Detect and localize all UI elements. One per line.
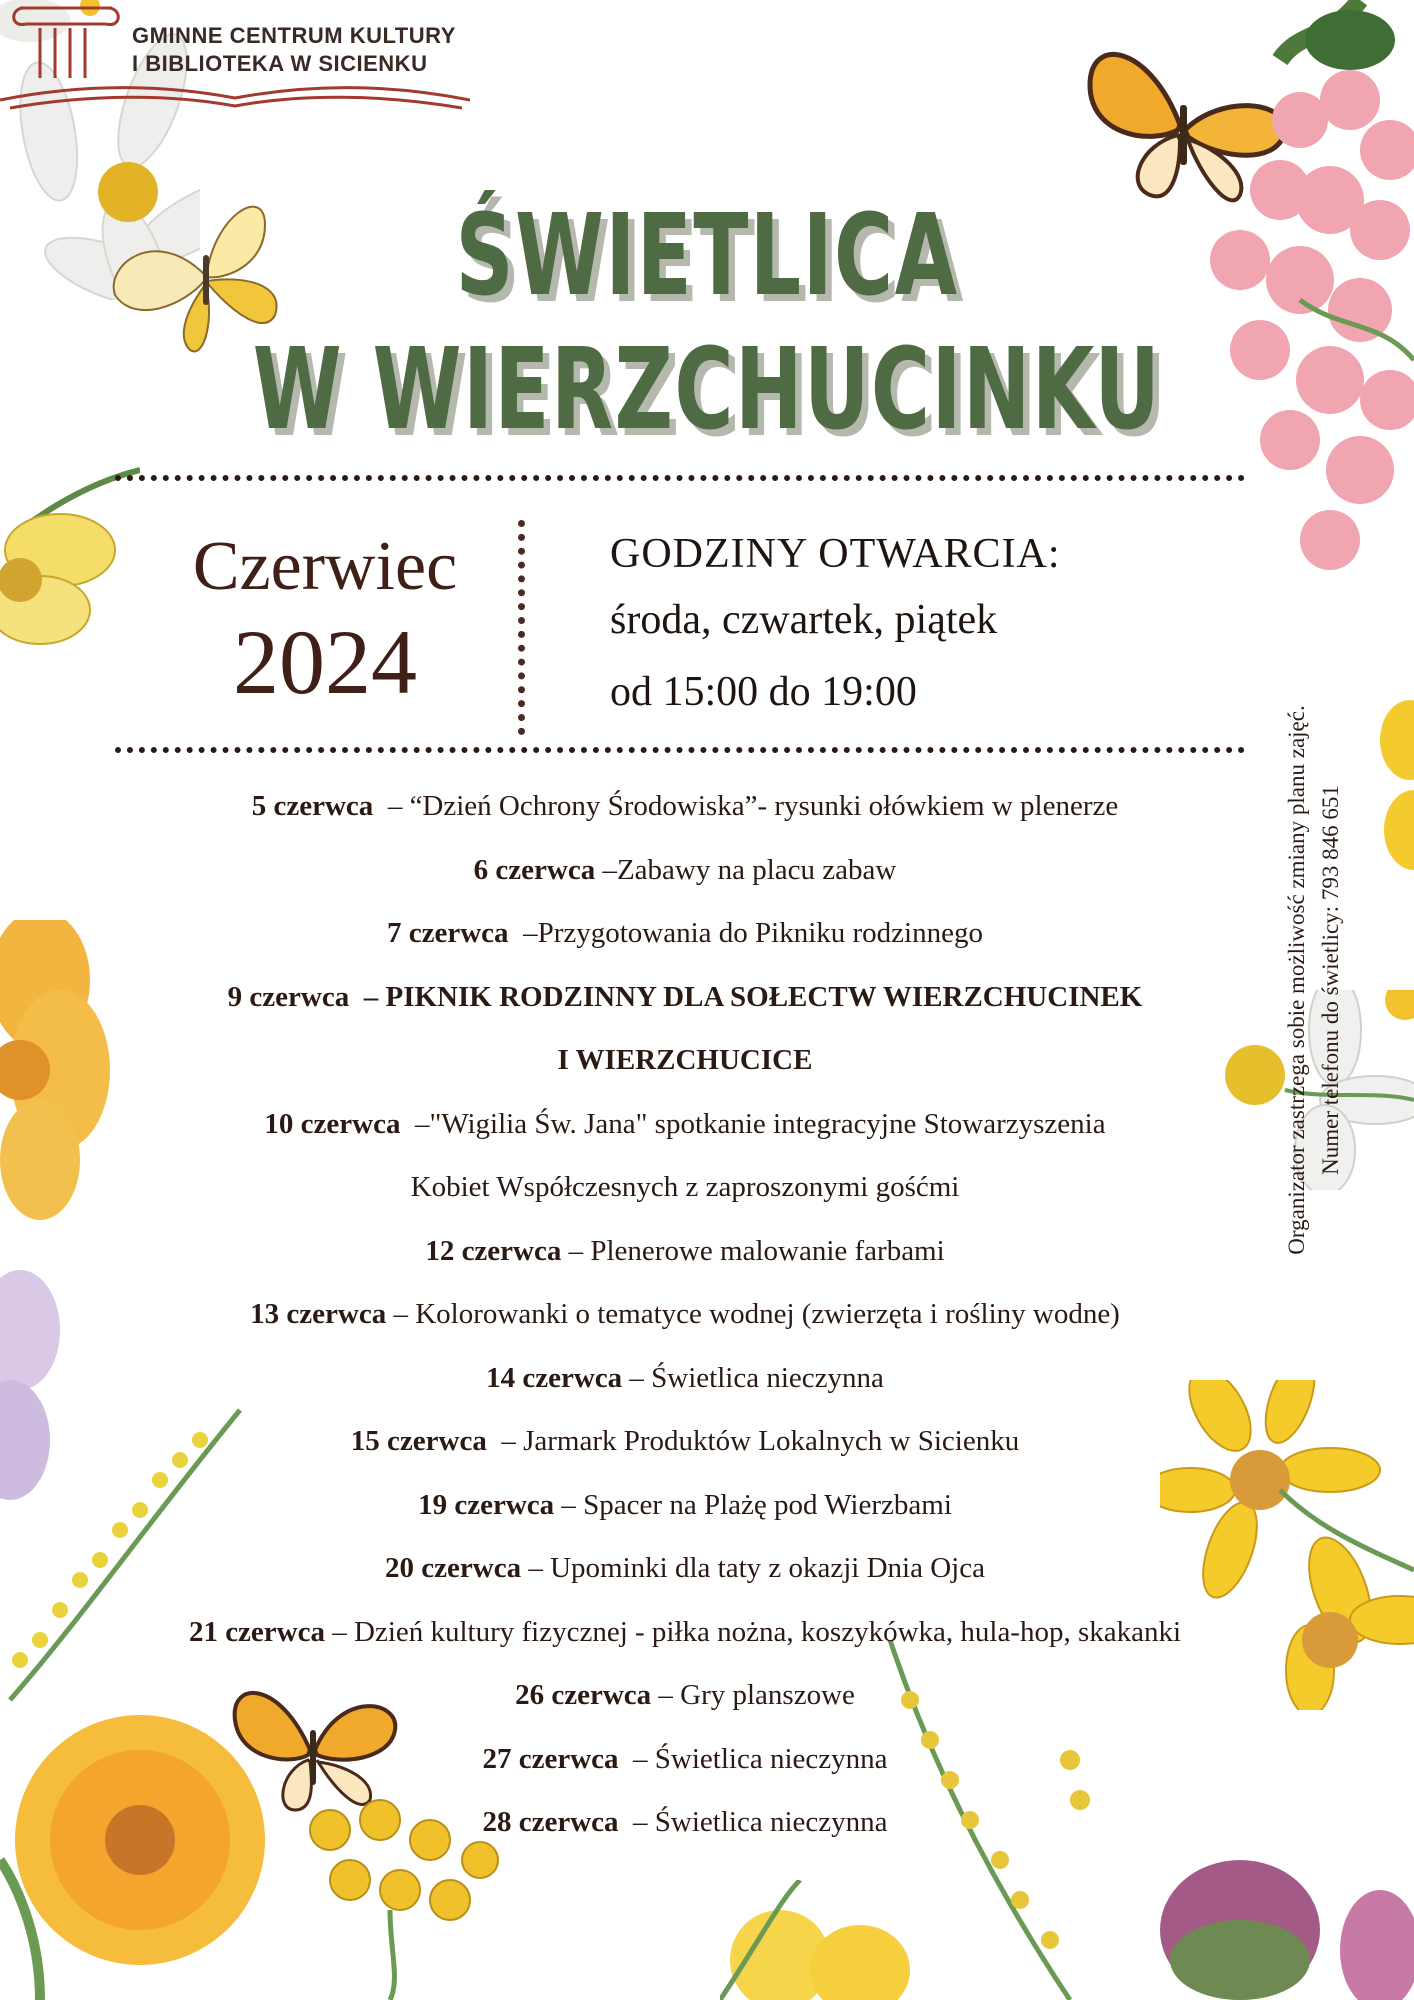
event-item bbox=[100, 966, 1270, 1030]
event-item bbox=[100, 1474, 1270, 1538]
organization-logo bbox=[0, 0, 480, 110]
event-description: – Świetlica nieczynna bbox=[618, 1806, 888, 1838]
event-date: 7 czerwca bbox=[387, 917, 509, 949]
event-date: 26 czerwca bbox=[515, 1679, 652, 1711]
event-date: 20 czerwca bbox=[385, 1552, 522, 1584]
side-note-disclaimer: Organizator zastrzega sobie możliwość zmiany planu zajęć. bbox=[1284, 705, 1309, 1255]
event-description: – “Dzień Ochrony Środowiska”- rysunki ołówkiem w plenerze bbox=[373, 790, 1119, 822]
page-title-line1: ŚWIETLICA bbox=[455, 191, 959, 321]
event-item bbox=[100, 1410, 1270, 1474]
event-date: 21 czerwca bbox=[188, 1615, 325, 1648]
event-date: 27 czerwca bbox=[482, 1742, 619, 1775]
event-item bbox=[100, 1220, 1270, 1284]
event-description: – Świetlica nieczynna bbox=[618, 1742, 888, 1775]
event-description: – Spacer na Plażę pod Wierzbami bbox=[554, 1488, 952, 1521]
yellow-flower-decoration bbox=[1370, 700, 1414, 880]
page-title-line2: W WIERZCHUCINKU bbox=[252, 325, 1162, 455]
opening-hours-heading: GODZINY OTWARCIA: bbox=[610, 531, 1061, 577]
event-description: – Świetlica nieczynna bbox=[622, 1361, 884, 1394]
event-item bbox=[100, 1601, 1270, 1665]
event-description: –"Wigilia Św. Jana" spotkanie integracyjne Stowarzyszenia bbox=[400, 1107, 1106, 1140]
event-date: 10 czerwca bbox=[264, 1107, 401, 1140]
side-note bbox=[1280, 600, 1350, 1360]
event-date: 14 czerwca bbox=[486, 1361, 623, 1394]
event-description: – Plenerowe malowanie farbami bbox=[561, 1234, 945, 1267]
event-item bbox=[100, 1156, 1270, 1220]
event-description: – Dzień kultury fizycznej - piłka nożna, koszykówka, hula-hop, skakanki bbox=[325, 1615, 1182, 1648]
dotted-divider-top bbox=[115, 475, 1245, 481]
event-item bbox=[100, 1283, 1270, 1347]
event-date: 6 czerwca bbox=[473, 853, 596, 886]
event-item bbox=[100, 1664, 1270, 1728]
event-description: – Gry planszowe bbox=[651, 1679, 855, 1711]
org-name-line2: I BIBLIOTEKA W SICIENKU bbox=[132, 51, 428, 76]
event-date: 13 czerwca bbox=[250, 1298, 387, 1330]
events-list bbox=[100, 775, 1270, 1855]
dotted-divider-vertical bbox=[518, 520, 525, 735]
month-label: Czerwiec bbox=[192, 528, 458, 605]
opening-time: od 15:00 do 19:00 bbox=[610, 669, 917, 715]
event-item bbox=[100, 839, 1270, 903]
event-item bbox=[100, 902, 1270, 966]
event-item bbox=[100, 1791, 1270, 1855]
event-description: – Jarmark Produktów Lokalnych w Sicienku bbox=[486, 1425, 1020, 1457]
event-item bbox=[100, 1728, 1270, 1792]
event-date: 9 czerwca bbox=[227, 980, 350, 1013]
org-name-line1: GMINNE CENTRUM KULTURY bbox=[132, 23, 456, 48]
opening-days: środa, czwartek, piątek bbox=[610, 597, 998, 643]
side-note-phone: Numer telefonu do świetlicy: 793 846 651 bbox=[1318, 785, 1343, 1175]
side-note-text bbox=[1280, 600, 1350, 1360]
event-description: – Kolorowanki o tematyce wodnej (zwierzęta i rośliny wodne) bbox=[386, 1298, 1120, 1330]
event-description: –Zabawy na placu zabaw bbox=[595, 853, 897, 886]
event-item bbox=[100, 1029, 1270, 1093]
event-description: Kobiet Współczesnych z zaproszonymi gośćmi bbox=[410, 1171, 960, 1203]
event-date: 15 czerwca bbox=[350, 1425, 487, 1457]
year-label: 2024 bbox=[233, 611, 417, 713]
event-date: 19 czerwca bbox=[418, 1488, 555, 1521]
event-item bbox=[100, 1347, 1270, 1411]
event-item bbox=[100, 1537, 1270, 1601]
event-item bbox=[100, 775, 1270, 839]
event-description: I WIERZCHUCICE bbox=[557, 1044, 813, 1076]
event-description: –Przygotowania do Pikniku rodzinnego bbox=[508, 917, 983, 949]
dotted-divider-bottom bbox=[115, 747, 1245, 753]
event-date: 28 czerwca bbox=[482, 1806, 619, 1838]
event-description: – Upominki dla taty z okazji Dnia Ojca bbox=[521, 1552, 985, 1584]
event-item bbox=[100, 1093, 1270, 1157]
event-date: 5 czerwca bbox=[251, 790, 374, 822]
event-date: 12 czerwca bbox=[425, 1234, 562, 1267]
event-description: – PIKNIK RODZINNY DLA SOŁECTW WIERZCHUCINEK bbox=[349, 980, 1143, 1013]
